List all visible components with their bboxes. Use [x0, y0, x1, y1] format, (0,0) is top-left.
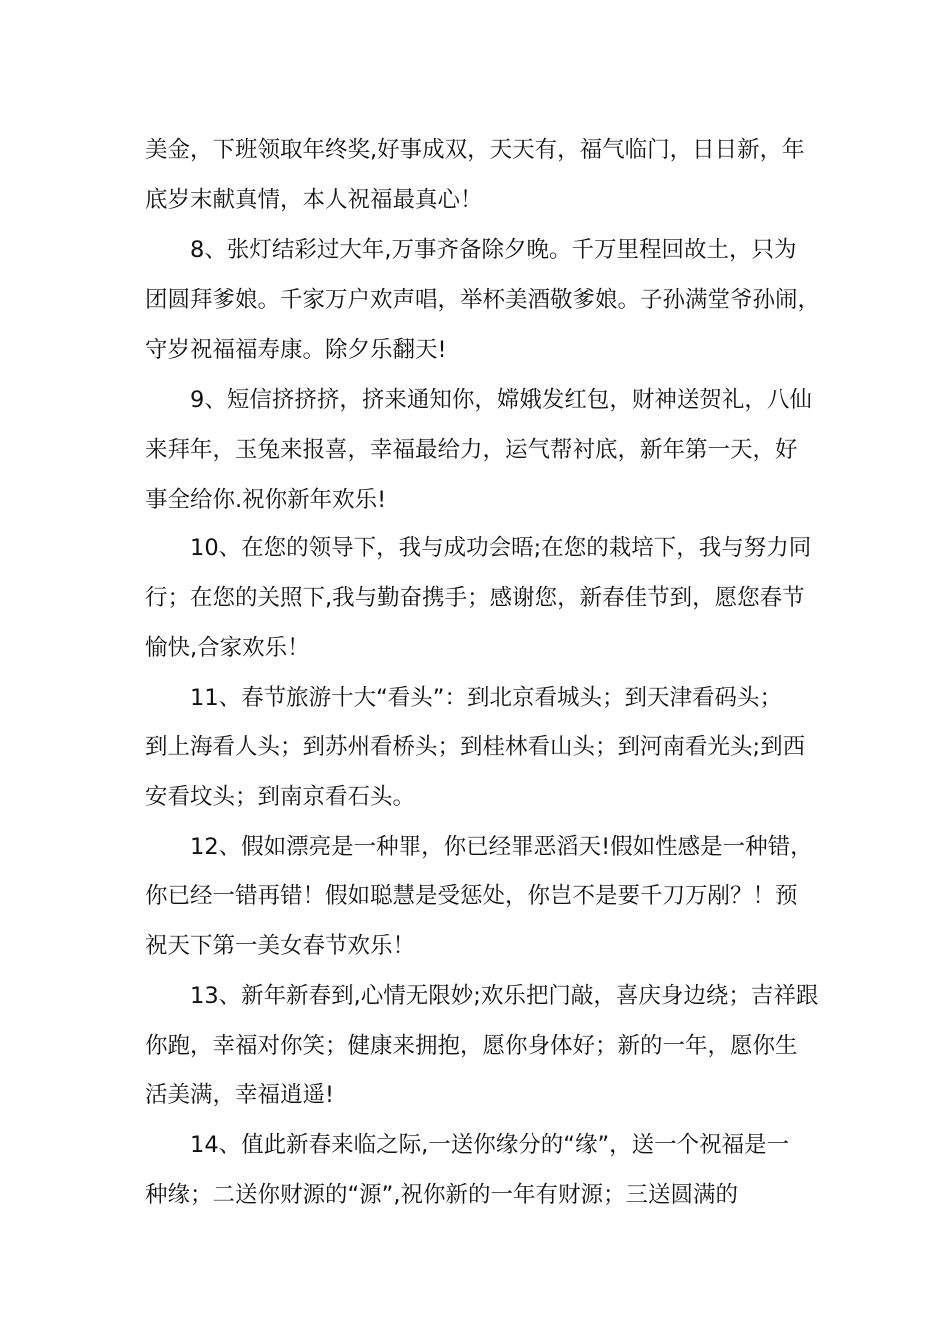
text-line: 来拜年，玉兔来报喜，幸福最给力，运气帮衬底，新年第一天，好 [145, 437, 798, 463]
text-line: 你已经一错再错！假如聪慧是受惩处，你岂不是要千刀万剐？！预 [145, 883, 798, 909]
paragraph-13-first-line: 13、新年新春到,心情无限妙;欢乐把门敲，喜庆身边绕；吉祥跟 [190, 983, 819, 1009]
paragraph-11-first-line: 11、春节旅游十大“看头”：到北京看城头；到天津看码头； [190, 685, 782, 711]
text-line: 底岁末献真情，本人祝福最真心！ [145, 187, 483, 213]
text-line: 到上海看人头；到苏州看桥头；到桂林看山头；到河南看光头;到西 [145, 734, 806, 760]
text-line: 团圆拜爹娘。千家万户欢声唱，举杯美酒敬爹娘。子孙满堂爷孙闹， [145, 287, 821, 313]
text-line: 守岁祝福福寿康。除夕乐翻天! [145, 337, 447, 363]
text-line: 行；在您的关照下,我与勤奋携手；感谢您，新春佳节到，愿您春节 [145, 585, 805, 611]
text-line: 愉快,合家欢乐！ [145, 635, 310, 661]
text-line: 安看坟头；到南京看石头。 [145, 784, 416, 810]
paragraph-10-first-line: 10、在您的领导下，我与成功会晤;在您的栽培下，我与努力同 [190, 535, 812, 561]
text-line: 你跑，幸福对你笑；健康来拥抱，愿你身体好；新的一年，愿你生 [145, 1033, 798, 1059]
paragraph-8-first-line: 8、张灯结彩过大年,万事齐备除夕晚。千万里程回故土，只为 [190, 237, 797, 263]
text-line: 美金，下班领取年终奖,好事成双，天天有，福气临门，日日新，年 [145, 137, 805, 163]
text-line: 祝天下第一美女春节欢乐！ [145, 933, 416, 959]
paragraph-9-first-line: 9、短信挤挤挤，挤来通知你，嫦娥发红包，财神送贺礼，八仙 [190, 387, 812, 413]
paragraph-12-first-line: 12、假如漂亮是一种罪，你已经罪恶滔天!假如性感是一种错， [190, 834, 813, 860]
text-line: 活美满，幸福逍遥! [145, 1082, 335, 1108]
paragraph-14-first-line: 14、值此新春来临之际,一送你缘分的“缘”，送一个祝福是一 [190, 1132, 790, 1158]
text-line: 事全给你.祝你新年欢乐! [145, 487, 387, 513]
text-line: 种缘；二送你财源的“源”,祝你新的一年有财源；三送圆满的 [145, 1182, 738, 1208]
